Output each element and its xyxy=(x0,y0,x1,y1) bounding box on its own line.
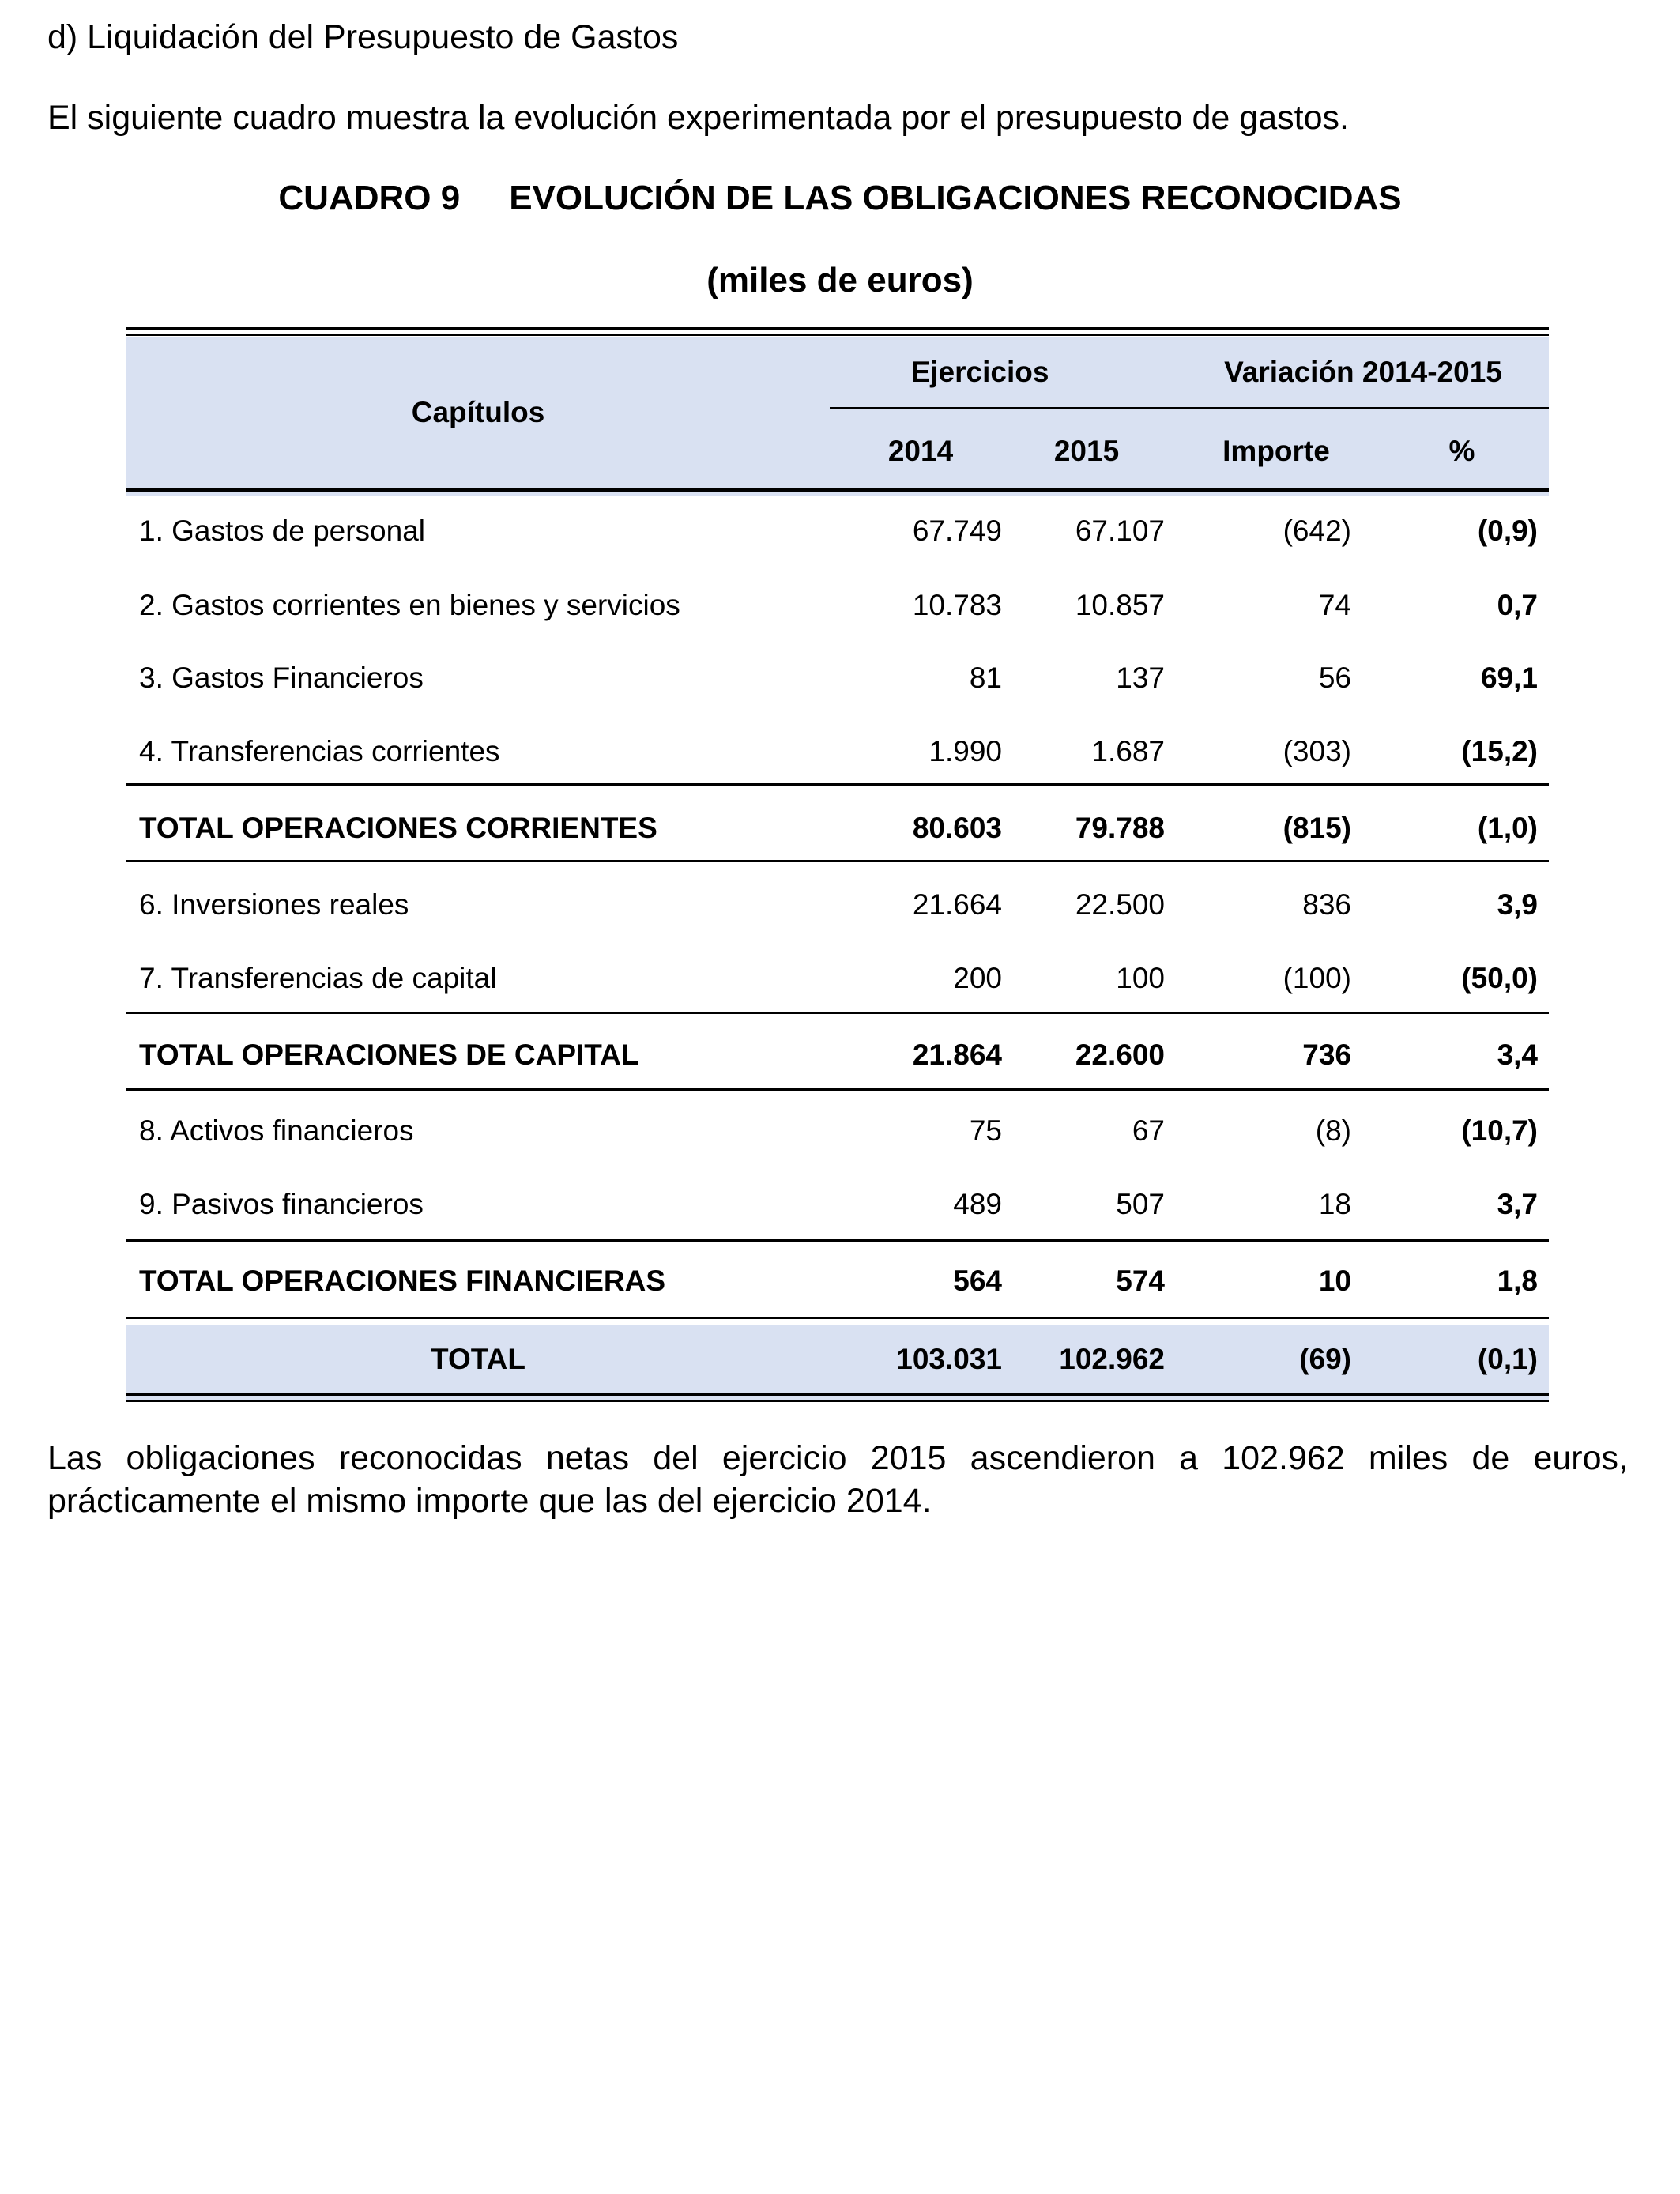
cell-pct: (0,9) xyxy=(1477,515,1538,547)
bottom-rule xyxy=(126,1393,1549,1396)
cell-2015: 507 xyxy=(1116,1188,1165,1220)
cell-importe: (100) xyxy=(1283,962,1351,994)
row-label: 7. Transferencias de capital xyxy=(139,962,497,994)
cell-importe: 56 xyxy=(1318,662,1351,694)
cell-pct: (0,1) xyxy=(1477,1343,1538,1375)
row-label: 4. Transferencias corrientes xyxy=(139,735,500,767)
rule-before-total-corrientes xyxy=(126,783,1549,786)
rule-after-total-capital xyxy=(126,1088,1549,1091)
cell-pct: (50,0) xyxy=(1461,962,1538,994)
cell-2015: 22.600 xyxy=(1075,1039,1165,1071)
header-subrule xyxy=(830,407,1549,409)
cell-importe: (303) xyxy=(1283,735,1351,767)
header-bottom-rule xyxy=(126,488,1549,492)
cell-2015: 67.107 xyxy=(1075,515,1165,547)
cell-importe: 836 xyxy=(1302,888,1351,921)
cell-importe: (815) xyxy=(1283,812,1351,844)
cell-2014: 80.603 xyxy=(912,812,1002,844)
cell-2014: 75 xyxy=(969,1114,1002,1147)
cell-2015: 67 xyxy=(1132,1114,1165,1147)
cell-pct: (10,7) xyxy=(1461,1114,1538,1147)
col-header-pct: % xyxy=(1448,435,1475,467)
cell-importe: (642) xyxy=(1283,515,1351,547)
section-heading: d) Liquidación del Presupuesto de Gastos xyxy=(47,18,679,56)
rule-before-total-capital xyxy=(126,1012,1549,1014)
cell-2014: 200 xyxy=(953,962,1002,994)
top-rule-inner xyxy=(126,334,1549,336)
row-label: 2. Gastos corrientes en bienes y servicios xyxy=(139,589,680,621)
cell-2015: 1.687 xyxy=(1091,735,1165,767)
col-header-variacion: Variación 2014-2015 xyxy=(1224,356,1502,388)
cell-2014: 21.864 xyxy=(912,1039,1002,1071)
cell-importe: 736 xyxy=(1302,1039,1351,1071)
row-label: TOTAL OPERACIONES CORRIENTES xyxy=(139,812,657,844)
col-header-ejercicios: Ejercicios xyxy=(910,356,1049,388)
cell-pct: (15,2) xyxy=(1461,735,1538,767)
cell-2014: 81 xyxy=(969,662,1002,694)
cell-2015: 10.857 xyxy=(1075,589,1165,621)
cell-2015: 79.788 xyxy=(1075,812,1165,844)
row-label: 3. Gastos Financieros xyxy=(139,662,424,694)
cell-pct: 3,4 xyxy=(1497,1039,1538,1071)
cell-importe: (8) xyxy=(1315,1114,1351,1147)
cell-2015: 102.962 xyxy=(1059,1343,1165,1375)
cell-2015: 574 xyxy=(1116,1265,1165,1297)
row-label: 8. Activos financieros xyxy=(139,1114,414,1147)
cell-2015: 100 xyxy=(1116,962,1165,994)
cell-pct: (1,0) xyxy=(1477,812,1538,844)
col-header-2014: 2014 xyxy=(887,435,954,467)
row-label: 6. Inversiones reales xyxy=(139,888,409,921)
table-number: CUADRO 9 xyxy=(278,179,461,217)
cell-2014: 103.031 xyxy=(896,1343,1002,1375)
table-title xyxy=(0,175,1680,221)
cell-2014: 489 xyxy=(953,1188,1002,1220)
col-header-2015: 2015 xyxy=(1053,435,1120,467)
cell-pct: 3,7 xyxy=(1497,1188,1538,1220)
row-label: TOTAL OPERACIONES FINANCIERAS xyxy=(139,1265,666,1297)
table-title-text: EVOLUCIÓN DE LAS OBLIGACIONES RECONOCIDAS xyxy=(509,179,1402,217)
cell-2014: 1.990 xyxy=(929,735,1002,767)
col-header-importe: Importe xyxy=(1222,435,1330,467)
cell-2015: 22.500 xyxy=(1075,888,1165,921)
top-rule xyxy=(126,327,1549,330)
rule-before-total xyxy=(126,1317,1549,1319)
cell-importe: 10 xyxy=(1318,1265,1351,1297)
cell-importe: 74 xyxy=(1318,589,1351,621)
cell-2014: 67.749 xyxy=(912,515,1002,547)
cell-2014: 564 xyxy=(953,1265,1002,1297)
cell-importe: (69) xyxy=(1299,1343,1351,1375)
cell-2015: 137 xyxy=(1116,662,1165,694)
row-label: TOTAL OPERACIONES DE CAPITAL xyxy=(139,1039,639,1071)
col-header-capitulos: Capítulos xyxy=(411,396,545,428)
cell-pct: 3,9 xyxy=(1497,888,1538,921)
row-label: 9. Pasivos financieros xyxy=(139,1188,424,1220)
bottom-rule-outer xyxy=(126,1400,1549,1402)
cell-2014: 10.783 xyxy=(912,589,1002,621)
table-subtitle: (miles de euros) xyxy=(706,261,974,300)
cell-pct: 1,8 xyxy=(1497,1265,1538,1297)
cell-pct: 69,1 xyxy=(1480,662,1538,694)
closing-paragraph: Las obligaciones reconocidas netas del ejercicio 2015 ascendieron a 102.962 miles de euros, prácticamente el mismo importe que las del ejercicio 2014. xyxy=(47,1439,1628,1520)
cell-importe: 18 xyxy=(1318,1188,1351,1220)
rule-after-total-corrientes xyxy=(126,860,1549,862)
row-label: 1. Gastos de personal xyxy=(139,515,425,547)
intro-paragraph: El siguiente cuadro muestra la evolución experimentada por el presupuesto de gastos. xyxy=(47,99,1349,137)
cell-pct: 0,7 xyxy=(1497,589,1538,621)
rule-before-total-financieras xyxy=(126,1239,1549,1242)
row-label: TOTAL xyxy=(431,1343,525,1375)
cell-2014: 21.664 xyxy=(912,888,1002,921)
